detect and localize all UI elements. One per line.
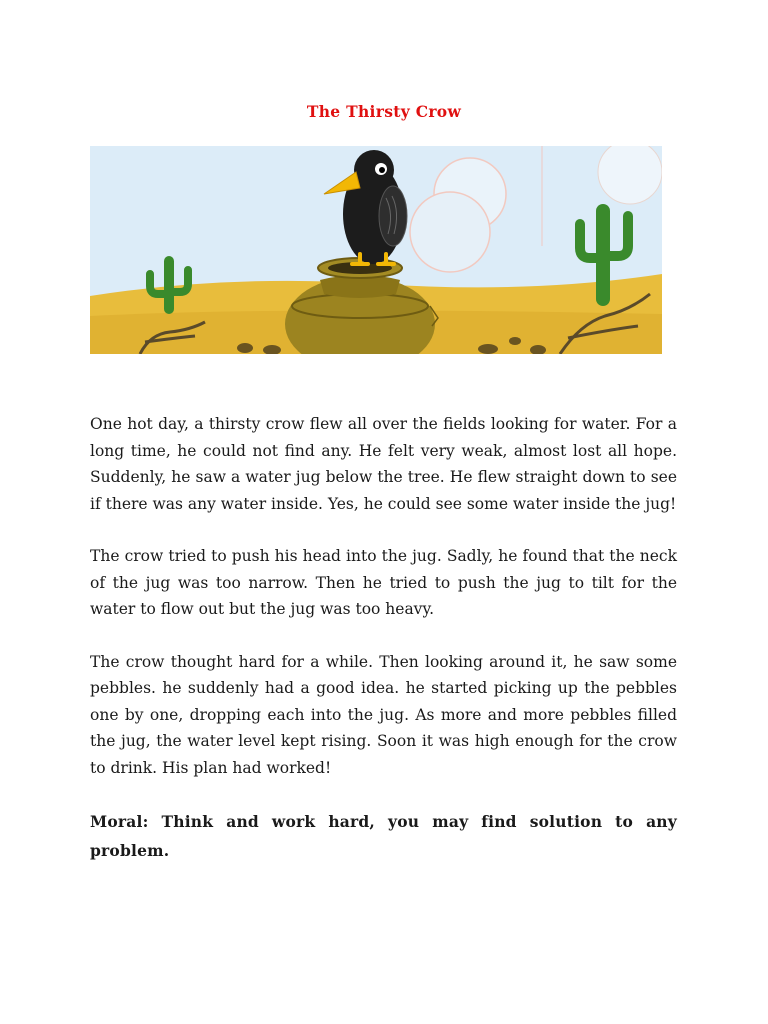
sun-circle: [598, 146, 662, 204]
story-paragraph: One hot day, a thirsty crow flew all over the fields looking for water. For a long time, he could not find any. He felt very weak, almost lost all hope. Suddenly, he saw a water jug below the tree. He flew straight down to see if there was any water inside. Yes, he could see some water inside the jug!: [90, 415, 677, 513]
story-body: [90, 411, 677, 865]
story-paragraph: The crow thought hard for a while. Then looking around it, he saw some pebbles. he suddenly had a good idea. he started picking up the pebbles one by one, dropping each into the jug. As more and more pebbles filled the jug, the water level kept rising. Soon it was high enough for the crow to drink. His plan had worked!: [90, 652, 677, 777]
sun-circle: [410, 192, 490, 272]
story-moral: Moral: Think and work hard, you may find solution to any problem.: [90, 812, 677, 860]
story-paragraph: The crow tried to push his head into the jug. Sadly, he found that the neck of the jug was too narrow. Then he tried to push the jug to tilt for the water to flow out but the jug was too heavy.: [90, 547, 677, 618]
crow-on-pot-illustration: [90, 146, 662, 354]
story-title: The Thirsty Crow: [306, 102, 462, 121]
